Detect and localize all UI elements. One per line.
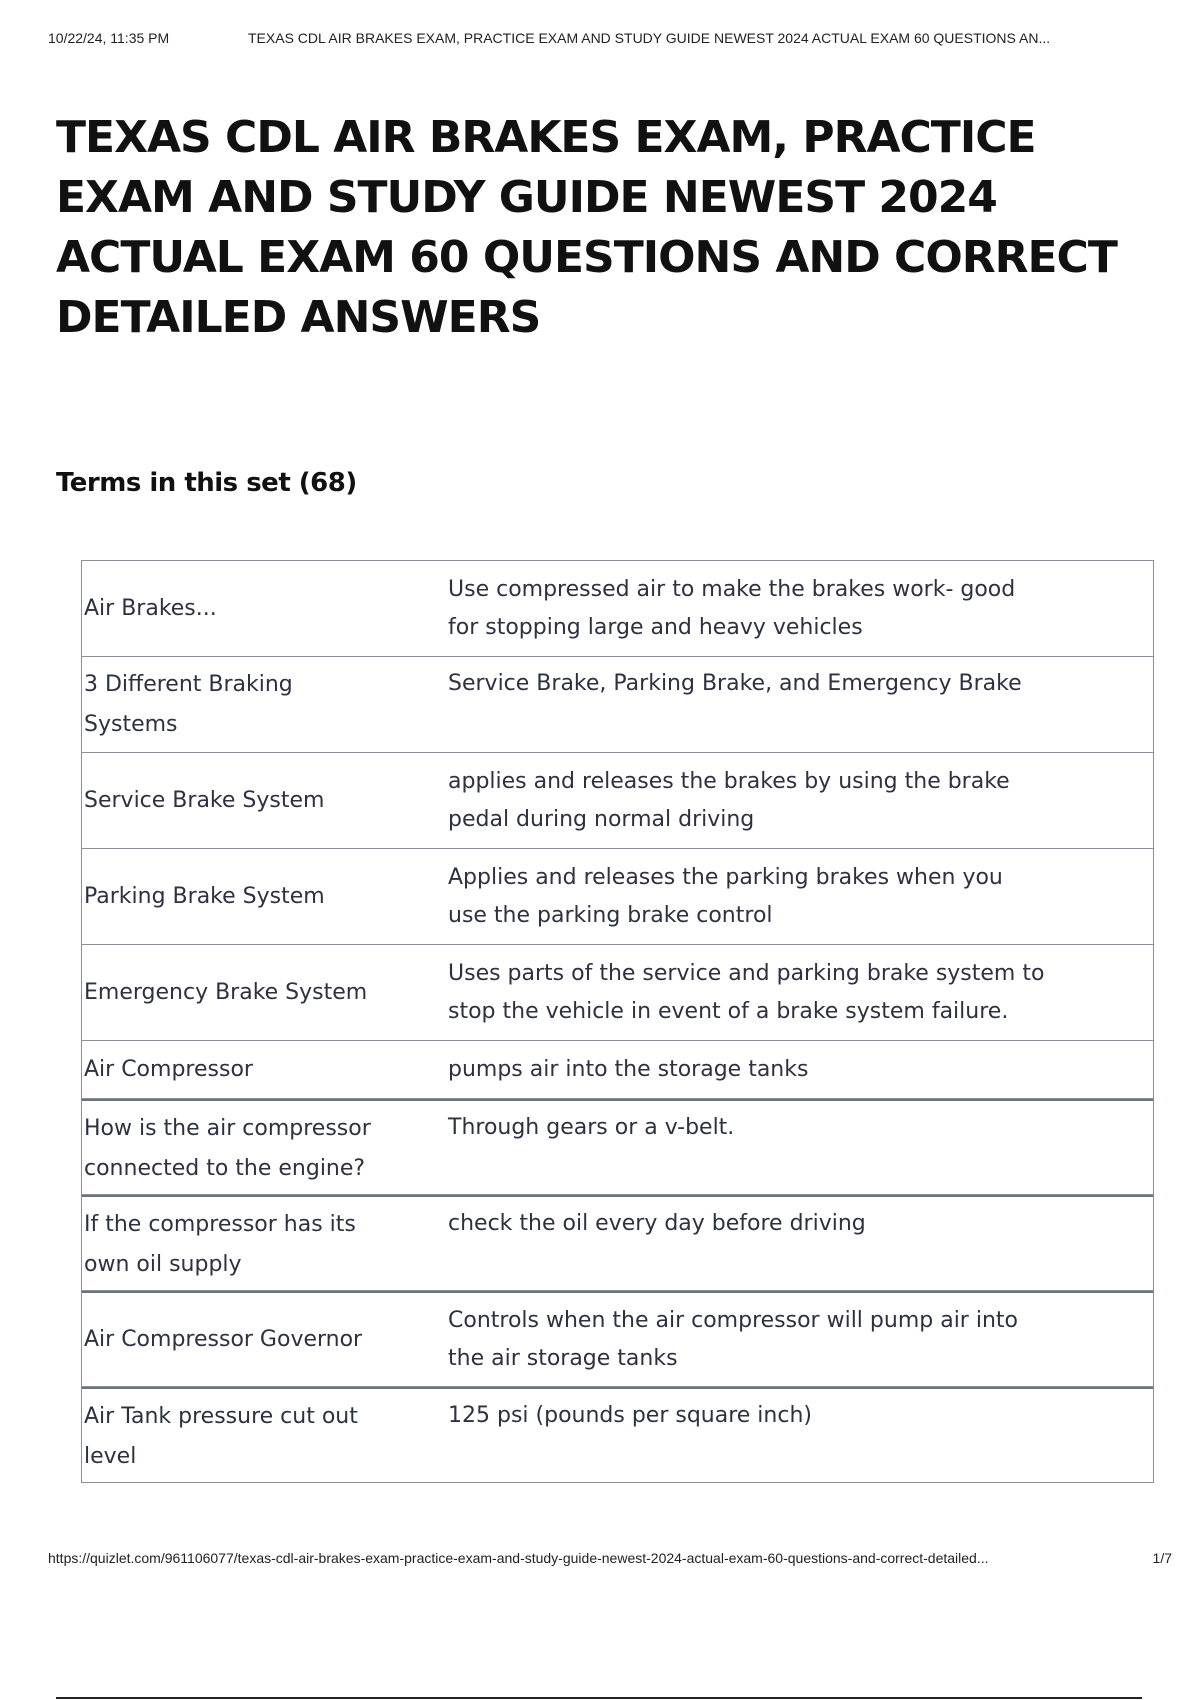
definition-cell [402, 945, 1153, 1040]
table-row [82, 561, 1153, 657]
page-url: https://quizlet.com/961106077/texas-cdl-air-brakes-exam-practice-exam-and-study-guide-newest-2024-actual-exam-60-questions-and-correct-detailed... [48, 1550, 989, 1566]
page-number: 1/7 [1152, 1550, 1172, 1566]
definition-cell [402, 1041, 1153, 1098]
definition-text: Applies and releases the parking brakes when you use the parking brake control [448, 864, 1003, 928]
table-row [82, 753, 1153, 849]
page-title: TEXAS CDL AIR BRAKES EXAM, PRACTICE EXAM AND STUDY GUIDE NEWEST 2024 ACTUAL EXAM 60 QUESTIONS AND CORRECT DETAILED ANSWERS [56, 112, 1117, 343]
definition-cell [402, 849, 1153, 944]
table-row [82, 1195, 1153, 1291]
definition-text: Controls when the air compressor will pump air into the air storage tanks [448, 1307, 1018, 1371]
definition-text: applies and releases the brakes by using the brake pedal during normal driving [448, 768, 1010, 832]
definition-text: check the oil every day before driving [448, 1211, 866, 1236]
table-row [82, 1041, 1153, 1099]
table-row [82, 945, 1153, 1041]
definition-cell [402, 1101, 1153, 1194]
table-row [82, 657, 1153, 753]
definition-text: Uses parts of the service and parking brake system to stop the vehicle in event of a brake system failure. [448, 960, 1045, 1024]
definition-cell [402, 1197, 1153, 1290]
term-text: If the compressor has its own oil supply [84, 1212, 356, 1277]
term-text: How is the air compressor connected to the engine? [84, 1116, 371, 1181]
terms-table [81, 560, 1154, 1483]
print-doc-title: TEXAS CDL AIR BRAKES EXAM, PRACTICE EXAM AND STUDY GUIDE NEWEST 2024 ACTUAL EXAM 60 QUESTIONS AN... [248, 30, 1051, 46]
definition-cell [402, 561, 1153, 656]
term-cell: Air Compressor [84, 1056, 253, 1082]
term-cell [82, 1197, 402, 1290]
term-cell: Air Compressor Governor [84, 1326, 363, 1352]
definition-text: 125 psi (pounds per square inch) [448, 1403, 812, 1428]
print-footer [48, 1550, 1172, 1570]
term-cell: Service Brake System [84, 787, 325, 813]
divider [56, 1697, 1142, 1699]
table-row [82, 1387, 1153, 1483]
table-row [82, 1291, 1153, 1387]
definition-text: Through gears or a v-belt. [448, 1115, 735, 1140]
definition-cell [402, 1293, 1153, 1386]
print-header [48, 30, 1152, 50]
print-datetime: 10/22/24, 11:35 PM [48, 30, 170, 46]
term-cell: Emergency Brake System [84, 979, 368, 1005]
definition-text: pumps air into the storage tanks [448, 1056, 809, 1082]
definition-text: Service Brake, Parking Brake, and Emergency Brake [448, 671, 1022, 696]
definition-cell [402, 753, 1153, 848]
definition-cell [402, 657, 1153, 752]
term-text: 3 Different Braking Systems [84, 672, 293, 737]
definition-text: Use compressed air to make the brakes work- good for stopping large and heavy vehicles [448, 576, 1016, 640]
term-cell [82, 657, 402, 752]
terms-set-heading: Terms in this set (68) [56, 468, 357, 498]
table-row [82, 849, 1153, 945]
table-row [82, 1099, 1153, 1195]
term-cell [82, 1101, 402, 1194]
term-text: Air Tank pressure cut out level [84, 1404, 358, 1469]
term-cell [82, 1389, 402, 1482]
term-cell: Air Brakes... [84, 595, 217, 621]
term-cell: Parking Brake System [84, 883, 325, 909]
definition-cell [402, 1389, 1153, 1482]
